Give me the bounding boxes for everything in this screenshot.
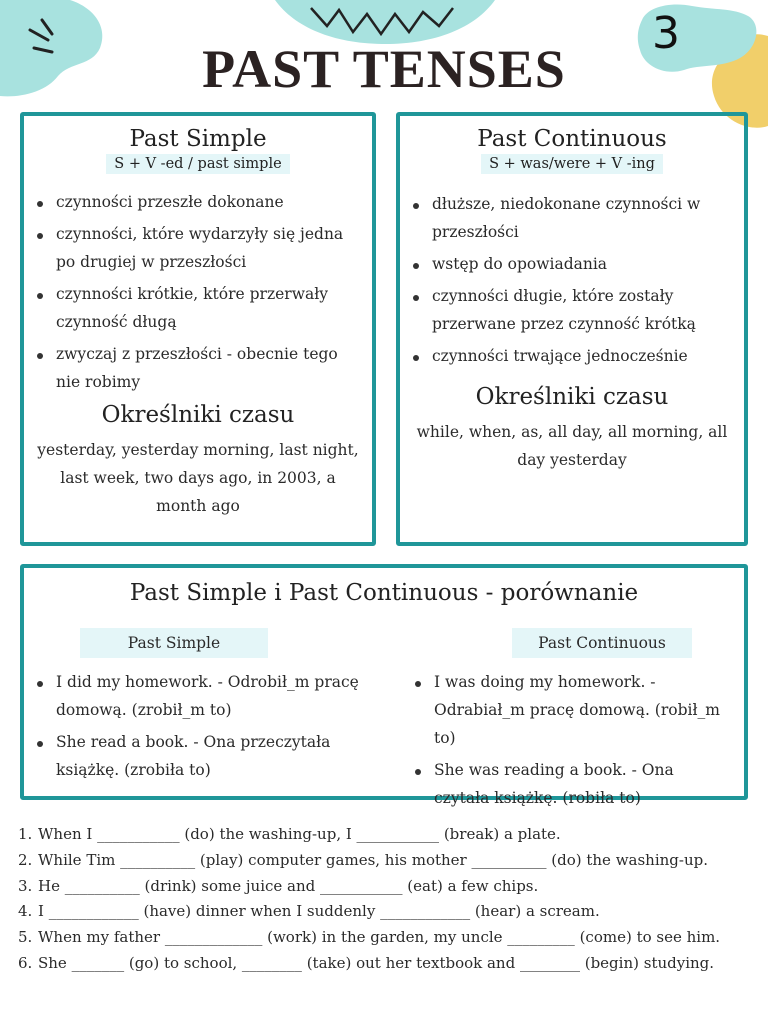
- list-item: dłuższe, niedokonane czynności w przeszłości: [400, 190, 728, 246]
- exercise-list: [18, 822, 763, 977]
- list-item: She was reading a book. - Ona czytała książkę. (robiła to): [402, 756, 732, 812]
- page-title: PAST TENSES: [202, 39, 566, 99]
- comparison-label-past-continuous: Past Continuous: [512, 628, 692, 658]
- exercise-number: 3.: [18, 876, 33, 895]
- past-continuous-time-heading: Określniki czasu: [475, 384, 669, 410]
- exercise-number: 6.: [18, 953, 33, 972]
- past-simple-formula: S + V -ed / past simple: [106, 154, 289, 174]
- comparison-past-simple-examples: [24, 668, 364, 788]
- exercise-item: [18, 899, 763, 925]
- list-item: czynności krótkie, które przerwały czynność długą: [24, 280, 354, 336]
- exercise-sentence: I ____________ (have) dinner when I suddenly ____________ (hear) a scream.: [38, 902, 600, 921]
- past-simple-box: [20, 112, 376, 546]
- comparison-heading: Past Simple i Past Continuous - porównanie: [129, 580, 639, 606]
- comparison-label-past-simple: Past Simple: [80, 628, 268, 658]
- exercise-sentence: While Tim __________ (play) computer games, his mother __________ (do) the washing-up.: [38, 850, 708, 869]
- comparison-past-continuous-examples: [402, 668, 732, 816]
- past-continuous-uses-list: [400, 190, 744, 370]
- exercise-item: [18, 822, 763, 848]
- past-continuous-formula: S + was/were + V -ing: [481, 154, 663, 174]
- list-item: I was doing my homework. - Odrabiał_m pracę domową. (robił_m to): [402, 668, 732, 752]
- page-number: 3: [652, 8, 680, 59]
- past-continuous-heading: Past Continuous: [477, 126, 667, 152]
- exercise-number: 1.: [18, 825, 33, 843]
- list-item: zwyczaj z przeszłości - obecnie tego nie robimy: [24, 340, 354, 396]
- list-item: She read a book. - Ona przeczytała książkę. (zrobiła to): [24, 728, 364, 784]
- exercise-number: 4.: [18, 902, 33, 921]
- exercise-item: [18, 874, 763, 900]
- exercise-number: 5.: [18, 928, 33, 947]
- past-simple-time-heading: Określniki czasu: [101, 402, 295, 428]
- exercise-sentence: When my father _____________ (work) in the garden, my uncle _________ (come) to see him.: [38, 928, 721, 947]
- list-item: czynności, które wydarzyły się jedna po drugiej w przeszłości: [24, 220, 354, 276]
- past-simple-time-expressions: yesterday, yesterday morning, last night, last week, two days ago, in 2003, a month ago: [37, 441, 359, 515]
- exercise-sentence: She _______ (go) to school, ________ (take) out her textbook and ________ (begin) studying.: [38, 953, 715, 972]
- list-item: I did my homework. - Odrobił_m pracę domową. (zrobił_m to): [24, 668, 364, 724]
- exercise-item: [18, 951, 763, 977]
- past-continuous-time-expressions: while, when, as, all day, all morning, all day yesterday: [416, 423, 728, 469]
- past-continuous-box: [396, 112, 748, 546]
- exercise-sentence: He __________ (drink) some juice and ___________ (eat) a few chips.: [38, 876, 539, 895]
- exercise-item: [18, 848, 763, 874]
- list-item: wstęp do opowiadania: [400, 250, 728, 278]
- list-item: czynności trwające jednocześnie: [400, 342, 728, 370]
- exercise-item: [18, 925, 763, 951]
- comparison-box: [20, 564, 748, 807]
- exercise-sentence: When I ___________ (do) the washing-up, I ___________ (break) a plate.: [38, 825, 561, 843]
- past-simple-uses-list: [24, 188, 372, 396]
- past-simple-heading: Past Simple: [129, 126, 267, 152]
- exercise-number: 2.: [18, 850, 33, 869]
- list-item: czynności długie, które zostały przerwane przez czynność krótką: [400, 282, 728, 338]
- list-item: czynności przeszłe dokonane: [24, 188, 354, 216]
